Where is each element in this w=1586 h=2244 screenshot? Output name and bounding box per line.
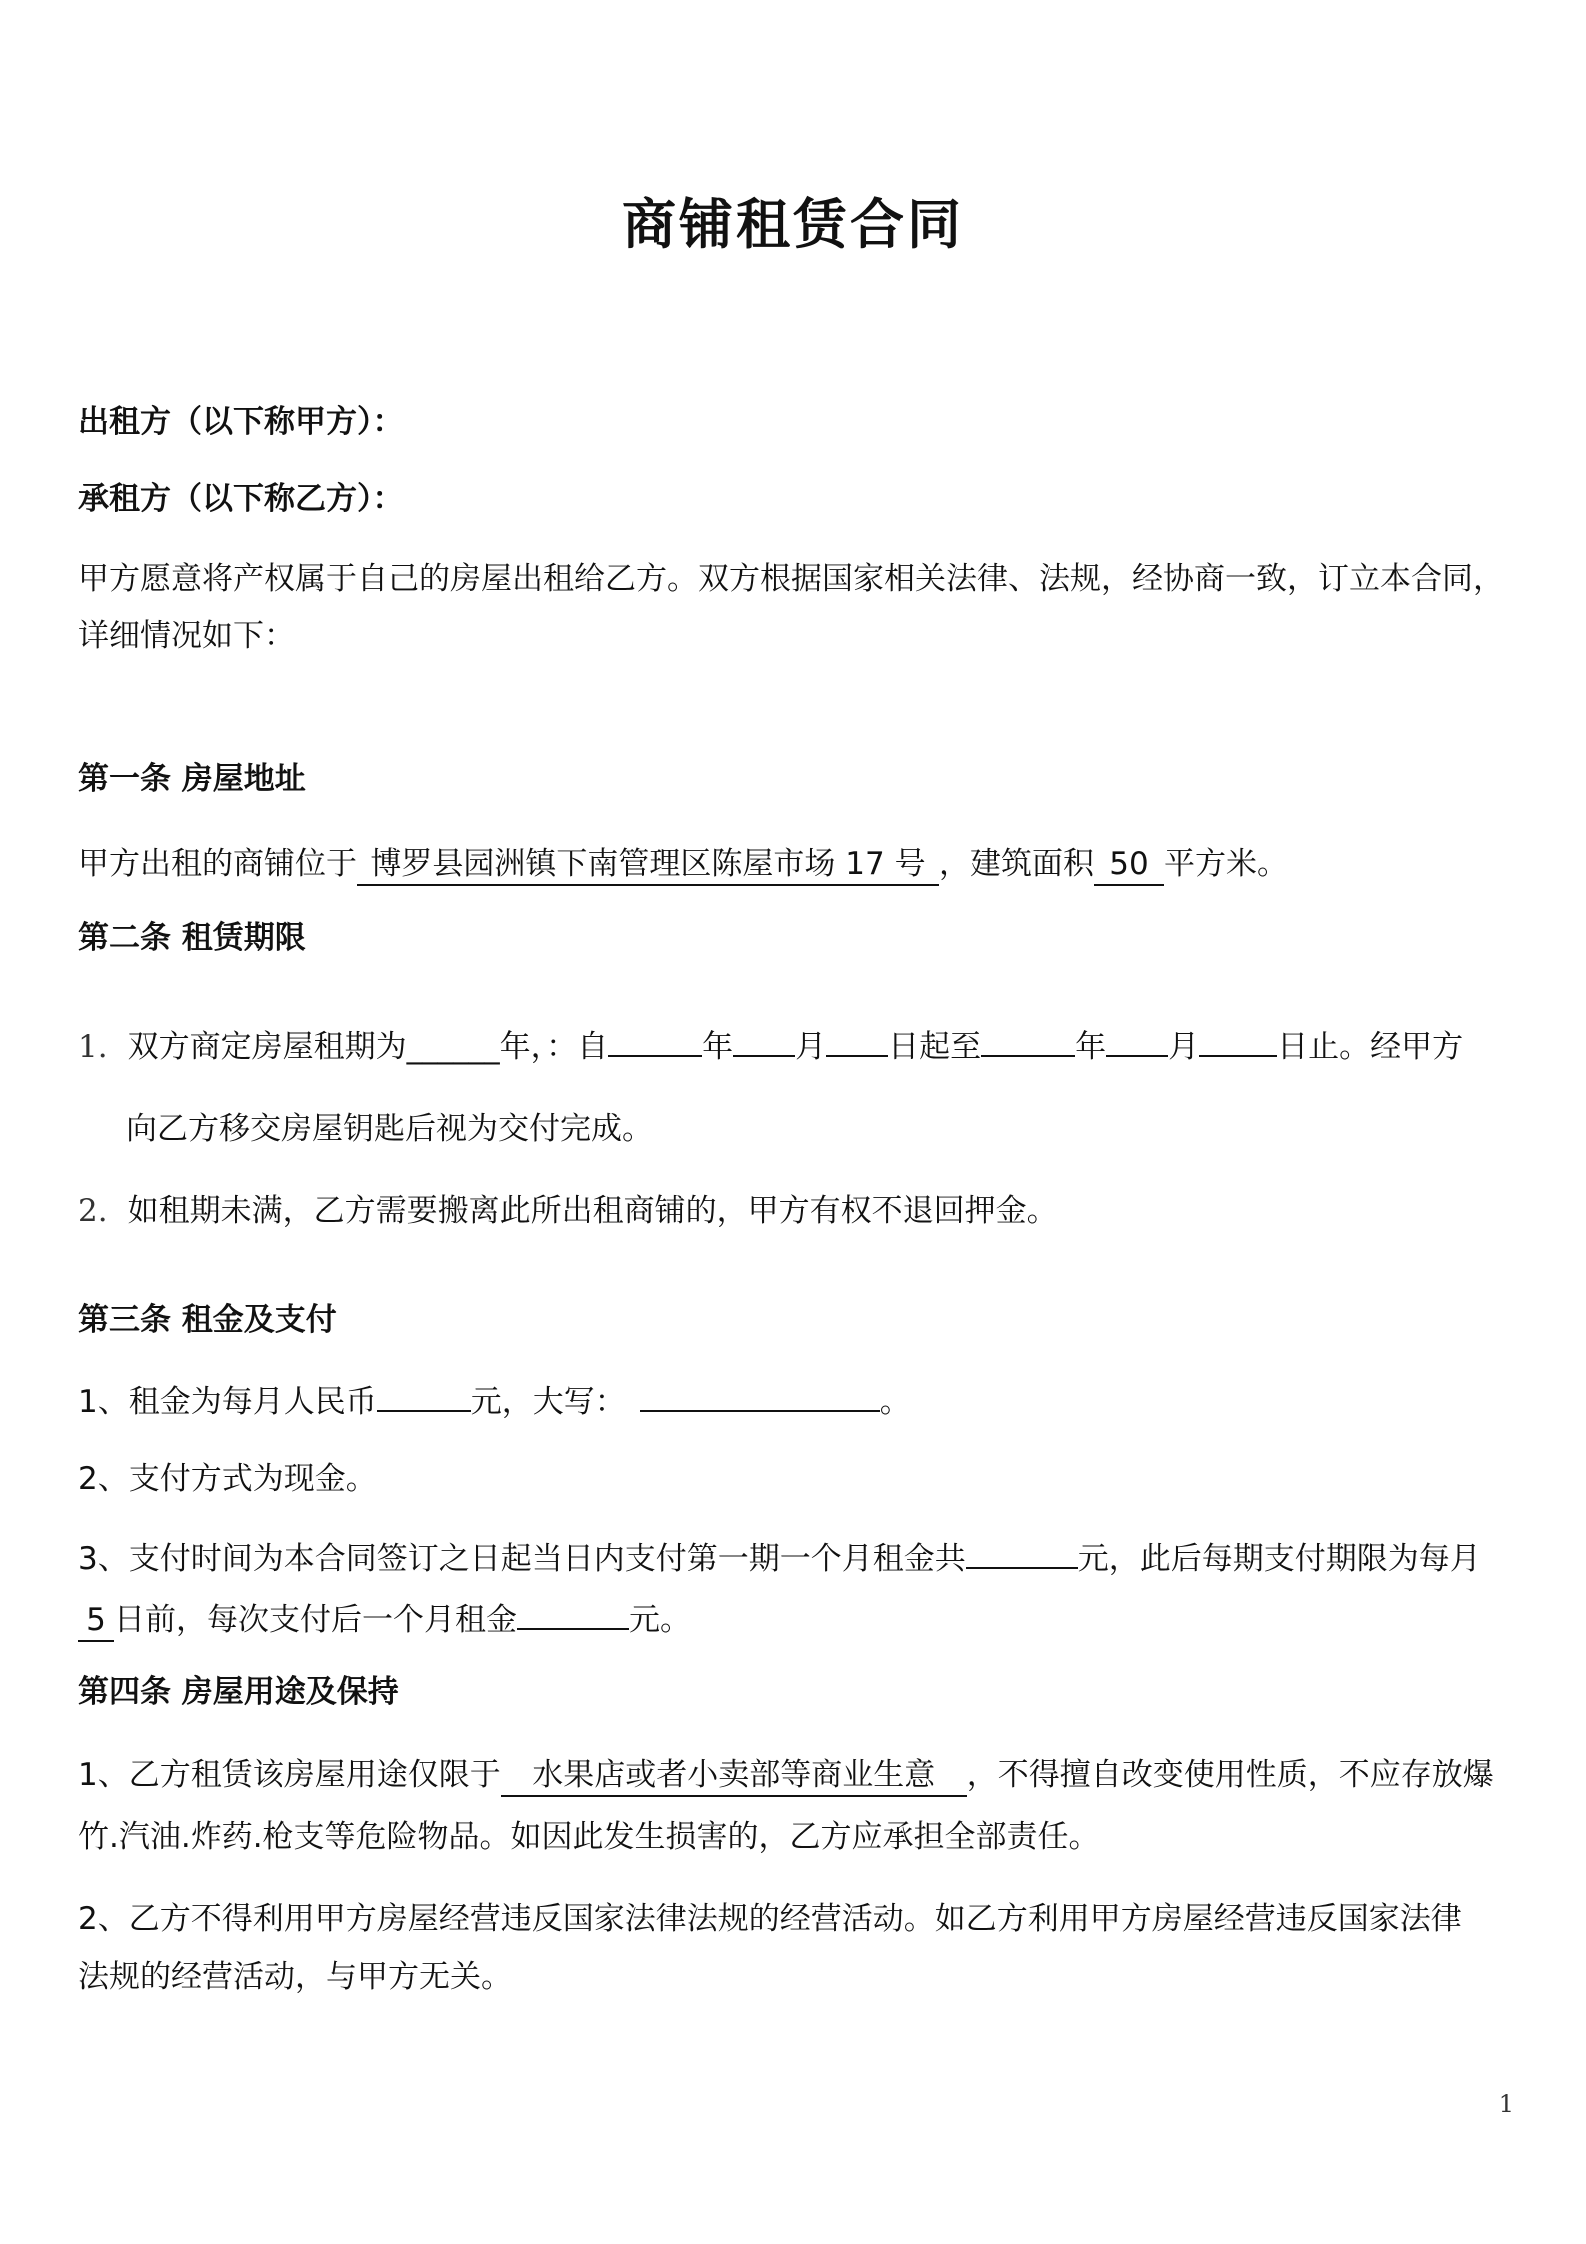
article-2-item-1-continued: 向乙方移交房屋钥匙后视为交付完成。	[126, 1111, 653, 1147]
article-1-text: 甲方出租的商铺位于 博罗县园洲镇下南管理区陈屋市场 17 号 ，建筑面积 50 平方米。	[78, 842, 1520, 886]
article-3-item-3-continued: 5 日前，每次支付后一个月租金 元。	[78, 1598, 1520, 1642]
area-field: 50	[1094, 844, 1164, 886]
first-payment-blank	[966, 1567, 1078, 1569]
article-4-item-1: 1、乙方租赁该房屋用途仅限于 水果店或者小卖部等商业生意 ，不得擅自改变使用性质，不应存放爆	[78, 1753, 1520, 1797]
end-year-blank	[981, 1055, 1075, 1057]
article-4-item-1-continued: 竹.汽油.炸药.枪支等危险物品。如因此发生损害的，乙方应承担全部责任。	[78, 1819, 1100, 1855]
article-3-heading: 第三条 租金及支付	[78, 1302, 337, 1338]
list-marker: 2.	[78, 1193, 108, 1229]
monthly-rent-blank	[377, 1410, 471, 1412]
start-day-blank	[826, 1055, 888, 1057]
document-title: 商铺租赁合同	[622, 193, 964, 256]
article-1-heading: 第一条 房屋地址	[78, 761, 306, 797]
end-month-blank	[1106, 1055, 1168, 1057]
article-2-item-1: 1. 双方商定房屋租期为______年，：自 年 月 日起至 年 月 日止。经甲方	[78, 1029, 1464, 1065]
article-2-item-2: 2. 如租期未满，乙方需要搬离此所出租商铺的，甲方有权不退回押金。	[78, 1193, 1058, 1229]
article-4-item-2-continued: 法规的经营活动，与甲方无关。	[78, 1959, 512, 1995]
address-field: 博罗县园洲镇下南管理区陈屋市场 17 号	[357, 844, 939, 886]
article-4-heading: 第四条 房屋用途及保持	[78, 1674, 399, 1710]
intro-line-2: 详细情况如下：	[78, 618, 295, 654]
start-year-blank	[608, 1055, 702, 1057]
end-day-blank	[1199, 1055, 1277, 1057]
article-3-item-1: 1、租金为每月人民币 元，大写： 。	[78, 1384, 911, 1420]
years-blank: ______	[406, 1029, 500, 1065]
article-3-item-2: 2、支付方式为现金。	[78, 1461, 377, 1497]
intro-line-1: 甲方愿意将产权属于自己的房屋出租给乙方。双方根据国家相关法律、法规，经协商一致，订立本合同，	[78, 561, 1504, 597]
lessee-label: 承租方（以下称乙方）：	[78, 481, 404, 517]
payment-day-field: 5	[78, 1600, 114, 1642]
article-2-heading: 第二条 租赁期限	[78, 920, 306, 956]
page-number: 1	[1498, 2090, 1514, 2118]
start-month-blank	[733, 1055, 795, 1057]
article-3-item-3: 3、支付时间为本合同签订之日起当日内支付第一期一个月租金共 元，此后每期支付期限为每月	[78, 1541, 1481, 1577]
list-marker: 1.	[78, 1029, 108, 1065]
lessor-label: 出租方（以下称甲方）：	[78, 404, 404, 440]
use-field: 水果店或者小卖部等商业生意	[501, 1755, 967, 1797]
rent-in-words-blank	[640, 1410, 880, 1412]
article-4-item-2: 2、乙方不得利用甲方房屋经营违反国家法律法规的经营活动。如乙方利用甲方房屋经营违反国家法律	[78, 1901, 1462, 1937]
monthly-payment-blank	[517, 1628, 629, 1630]
